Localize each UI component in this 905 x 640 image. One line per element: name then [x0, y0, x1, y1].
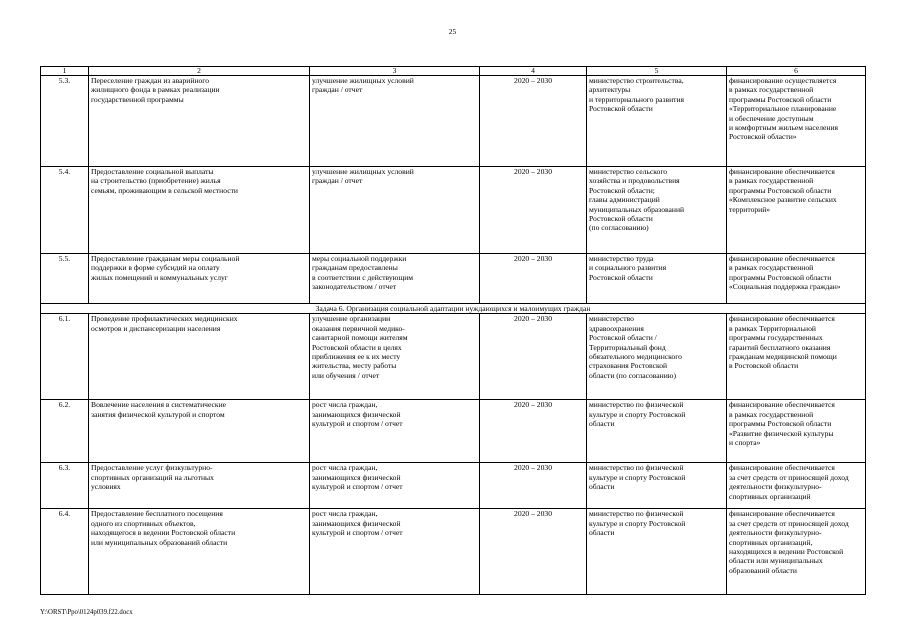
period-cell: 2020 – 2030	[480, 400, 587, 463]
period-cell: 2020 – 2030	[480, 76, 587, 167]
period-cell: 2020 – 2030	[480, 167, 587, 254]
executor-cell: министерство по физической культуре и спорту Ростовской области	[587, 400, 727, 463]
row-number: 6.4.	[41, 509, 89, 595]
column-header: 6	[727, 67, 866, 76]
table-row	[41, 254, 866, 304]
task-heading: Задача 6. Организация социальной адаптации нуждающихся и малоимущих граждан	[41, 304, 866, 314]
executor-cell: министерство труда и социального развития Ростовской области	[587, 254, 727, 304]
activity-cell: Проведение профилактических медицинских осмотров и диспансеризации населения	[89, 314, 310, 400]
activity-cell: Предоставление бесплатного посещения одного из спортивных объектов, находящегося в ведении Ростовской области или муниципальных образований области	[89, 509, 310, 595]
file-path-footer: Y:\ORST\Ppo\0124p039.f22.docx	[40, 609, 133, 616]
result-cell: рост числа граждан, занимающихся физической культурой и спортом / отчет	[310, 463, 480, 509]
activity-cell: Предоставление услуг физкультурно- спортивных организаций на льготных условиях	[89, 463, 310, 509]
financing-cell: финансирование обеспечивается в рамках государственной программы Ростовской области «Развитие физической культуры и спорта»	[727, 400, 866, 463]
table-row	[41, 314, 866, 400]
table-row	[41, 400, 866, 463]
period-cell: 2020 – 2030	[480, 314, 587, 400]
column-header: 5	[587, 67, 727, 76]
period-cell: 2020 – 2030	[480, 509, 587, 595]
executor-cell: министерство сельского хозяйства и продовольствия Ростовской области; главы администраций муниципальных образований Ростовской области (по согласованию)	[587, 167, 727, 254]
period-cell: 2020 – 2030	[480, 254, 587, 304]
row-number: 5.4.	[41, 167, 89, 254]
result-cell: меры социальной поддержки гражданам предоставлены в соответствии с действующим законодательством / отчет	[310, 254, 480, 304]
column-header: 1	[41, 67, 89, 76]
table-row	[41, 509, 866, 595]
row-number: 5.5.	[41, 254, 89, 304]
financing-cell: финансирование осуществляется в рамках государственной программы Ростовской области «Территориальное планирование и обеспечение доступным и комфортным жильем населения Ростовской области»	[727, 76, 866, 167]
financing-cell: финансирование обеспечивается за счет средств от приносящей доход деятельности физкультурно- спортивных организаций, находящихся в ведении Ростовской области или муниципальных образований области	[727, 509, 866, 595]
financing-cell: финансирование обеспечивается в рамках Территориальной программы государственных гарантий бесплатного оказания гражданам медицинской помощи в Ростовской области	[727, 314, 866, 400]
executor-cell: министерство по физической культуре и спорту Ростовской области	[587, 509, 727, 595]
result-cell: улучшение жилищных условий граждан / отчет	[310, 76, 480, 167]
row-number: 6.1.	[41, 314, 89, 400]
result-cell: рост числа граждан, занимающихся физической культурой и спортом / отчет	[310, 509, 480, 595]
measures-table	[40, 66, 866, 595]
financing-cell: финансирование обеспечивается за счет средств от приносящей доход деятельности физкультурно- спортивных организаций	[727, 463, 866, 509]
period-cell: 2020 – 2030	[480, 463, 587, 509]
row-number: 6.2.	[41, 400, 89, 463]
column-header: 3	[310, 67, 480, 76]
activity-cell: Вовлечение населения в систематические занятия физической культурой и спортом	[89, 400, 310, 463]
table-row	[41, 76, 866, 167]
page-number: 25	[448, 27, 457, 36]
table-row	[41, 463, 866, 509]
activity-cell: Предоставление гражданам меры социальной поддержки в форме субсидий на оплату жилых помещений и коммунальных услуг	[89, 254, 310, 304]
task-heading-row	[41, 304, 866, 314]
executor-cell: министерство строительства, архитектуры и территориального развития Ростовской области	[587, 76, 727, 167]
result-cell: улучшение жилищных условий граждан / отчет	[310, 167, 480, 254]
row-number: 5.3.	[41, 76, 89, 167]
result-cell: улучшение организации оказания первичной медико- санитарной помощи жителям Ростовской области в целях приближения ее к их месту жительства, месту работы или обучения / отчет	[310, 314, 480, 400]
column-header: 2	[89, 67, 310, 76]
executor-cell: министерство здравоохранения Ростовской области / Территориальный фонд обязательного медицинского страхования Ростовской области (по согласованию)	[587, 314, 727, 400]
table-header-row	[41, 67, 866, 76]
financing-cell: финансирование обеспечивается в рамках государственной программы Ростовской области «Комплексное развитие сельских территорий»	[727, 167, 866, 254]
table-row	[41, 167, 866, 254]
activity-cell: Предоставление социальной выплаты на строительство (приобретение) жилья семьям, проживающим в сельской местности	[89, 167, 310, 254]
column-header: 4	[480, 67, 587, 76]
executor-cell: министерство по физической культуре и спорту Ростовской области	[587, 463, 727, 509]
result-cell: рост числа граждан, занимающихся физической культурой и спортом / отчет	[310, 400, 480, 463]
financing-cell: финансирование обеспечивается в рамках государственной программы Ростовской области «Социальная поддержка граждан»	[727, 254, 866, 304]
activity-cell: Переселение граждан из аварийного жилищного фонда в рамках реализации государственной программы	[89, 76, 310, 167]
row-number: 6.3.	[41, 463, 89, 509]
